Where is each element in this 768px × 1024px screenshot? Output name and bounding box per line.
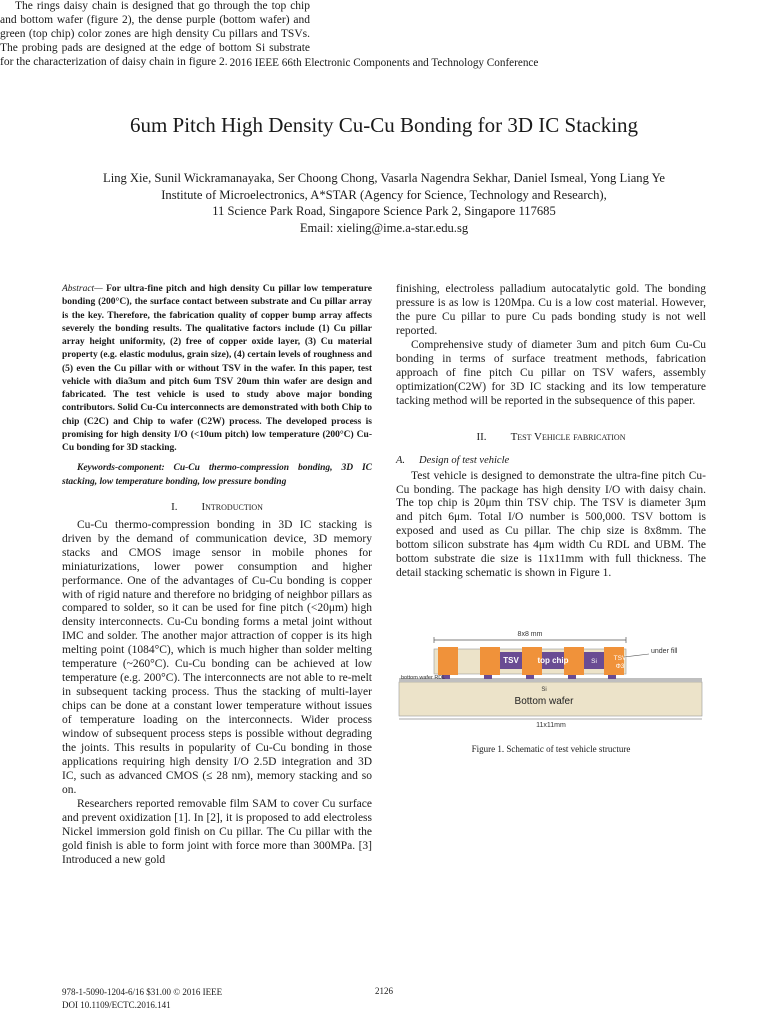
subsection-title: Design of test vehicle: [419, 454, 510, 466]
abstract-text: For ultra-fine pitch and high density Cu pillar low temperature bonding (200°C), the surface contact between substrate and Cu pillar array is the key. Therefore, the fabrication quality of copper bump array affects severely the bonding results. The qualitative factors include (1) Cu pillar array height uniformity, (2) free of copper oxide layer, (3) Cu material property (e.g. elastic modulus, grain size), (4) certain levels of roughness and (5) even the Cu pillar with or without TSV in the wafer. In this paper, test vehicle with dia3um and pitch 6um TSV 20um thin wafer are design and fabricated. The test vehicle is used to study above major bonding contributors. Solid Cu-Cu interconnects are demonstrated with both Chip to chip (C2C) and Chip to wafer (C2W) process. The developed process is promising for high density I/O (<10um pitch) low temperature (200°C) Cu-Cu bonding for 3D stacking.: [62, 284, 372, 453]
test-vehicle-paragraph-1: Test vehicle is designed to demonstrate the ultra-fine pitch Cu-Cu bonding. The package has high density I/O with daisy chain. The top chip is 20μm thin TSV chip. The TSV is diameter 3μm and pitch 6μm. Total I/O number is 500,000. TSV bottom is exposed and used as Cu pillar. The chip size is 8x8mm. The bottom silicon substrate has 4μm width Cu RDL and UBM. The bottom substrate die size is 11x11mm with full thickness. The detail stacking schematic is shown in Figure 1.: [396, 469, 706, 580]
rdl-label: bottom wafer RDL: [401, 675, 446, 681]
section-number: I.: [171, 500, 178, 513]
address: 11 Science Park Road, Singapore Science Park 2, Singapore 117685: [212, 204, 556, 218]
page-number: 2126: [375, 986, 393, 996]
footer-isbn: 978-1-5090-1204-6/16 $31.00 © 2016 IEEE: [62, 987, 223, 997]
top-chip-label: top chip: [537, 656, 569, 665]
cu-pillar: [438, 647, 458, 675]
bottom-dimension-label: 11x11mm: [536, 722, 566, 729]
email[interactable]: Email: xieling@ime.a-star.edu.sg: [299, 220, 469, 235]
right-paragraph-1: finishing, electroless palladium autocatalytic gold. The bonding pressure is as low is 120Mpa. Cu is a low cost material. However, the pure Cu pillar to pure Cu pads bonding study is not well reported.: [396, 283, 706, 337]
keywords: Keywords-component: Cu-Cu thermo-compression bonding, 3D IC stacking, low temperature bonding, low pressure bonding: [62, 463, 372, 487]
top-dimension-label: 8x8 mm: [517, 631, 543, 638]
paper-title: 6um Pitch High Density Cu-Cu Bonding for 3D IC Stacking: [129, 113, 639, 137]
author-block: [0, 170, 768, 236]
underfill-callout-line: [624, 654, 649, 657]
subsection-heading: [396, 455, 706, 466]
cu-pillar: [480, 647, 500, 675]
underfill-label: under fill: [651, 648, 678, 655]
left-column: [62, 283, 372, 868]
si-bottom-label: Si: [541, 687, 547, 693]
section-title: Test Vehicle fabrication: [510, 430, 626, 443]
right-column: [396, 283, 706, 581]
section-heading-test-vehicle: [396, 431, 706, 443]
affiliation: Institute of Microelectronics, A*STAR (Agency for Science, Technology and Research),: [161, 187, 607, 202]
authors: Ling Xie, Sunil Wickramanayaka, Ser Choong Chong, Vasarla Nagendra Sekhar, Daniel Ismeal, Yong Liang Ye: [103, 171, 665, 185]
figure-1-schematic: [396, 627, 706, 722]
section-title: Introduction: [201, 500, 263, 513]
right-paragraph-2: Comprehensive study of diameter 3um and pitch 6um Cu-Cu bonding in terms of surface treatment methods, fabrication approach of fine pitch Cu pillar on TSV wafers, assembly optimization(C2W) for 3D IC stacking and its low temperature tacking method will be reported in the subsequence of this paper.: [396, 338, 706, 407]
section-heading-introduction: [62, 501, 372, 513]
conference-header: 2016 IEEE 66th Electronic Components and Technology Conference: [229, 57, 539, 69]
subsection-label: A.: [396, 454, 406, 466]
section-number: II.: [476, 430, 487, 443]
abstract: [62, 283, 372, 455]
abstract-lead: Abstract—: [62, 284, 103, 294]
intro-paragraph-2: Researchers reported removable film SAM to cover Cu surface and prevent oxidization [1]. In [2], it is proposed to add electroless Nickel immersion gold finish on Cu pillar. The Cu pillar with the gold finish is able to form joint with force more than 300MPa. [3] Introduced a new gold: [62, 797, 372, 866]
phi-label: Φ3: [615, 663, 625, 670]
footer-doi: DOI 10.1109/ECTC.2016.141: [62, 999, 171, 1010]
intro-paragraph-1: Cu-Cu thermo-compression bonding in 3D IC stacking is driven by the demand of communication device, 3D memory stacks and CMOS image sensor in mobile phones for miniaturizations, lower power consumption and higher performance. One of the advantages of Cu-Cu bonding is copper with of rigid nature and therefore no bridging of neighbor pillars as compared to solder, so it can be used for fine pitch (<20μm) high density interconnects. Cu-Cu bonding forms a metal joint without IMC and solder. The another major attraction of copper is its high melting point (1084°C), which is much higher than solder melting temperature (~260°C). Cu-Cu bonding can be achieved at low temperature (e.g. 200°C). The interconnects are not able to re-melt in subsequent tacking process. Thus the stacking of multi-layer chips can be done at a constant lower temperature without issues of temperature loading on the interconnects. Wider process window of subsequent process steps is possible without degrading the joints. This results in popularity of Cu-Cu bonding in those applications requiring high density I/O 2.5D integration and 3D IC, such as advanced CMOS (≤ 28 nm), memory stacking and so on.: [62, 518, 372, 796]
si-top-label: Si: [591, 658, 597, 665]
test-vehicle-paragraph-2: The rings daisy chain is designed that go through the top chip and bottom wafer (figure 2), the dense purple (bottom wafer) and green (top chip) color zones are high density Cu pillars and TSVs. The probing pads are designed at the edge of bottom Si substrate for the characterization of daisy chain in figure 2.: [0, 0, 310, 68]
figure-1-caption: Figure 1. Schematic of test vehicle structure: [471, 744, 631, 754]
tsv-right-label: TSV: [613, 655, 627, 662]
bottom-wafer-label: Bottom wafer: [514, 696, 574, 707]
tsv-label: TSV: [503, 656, 519, 665]
